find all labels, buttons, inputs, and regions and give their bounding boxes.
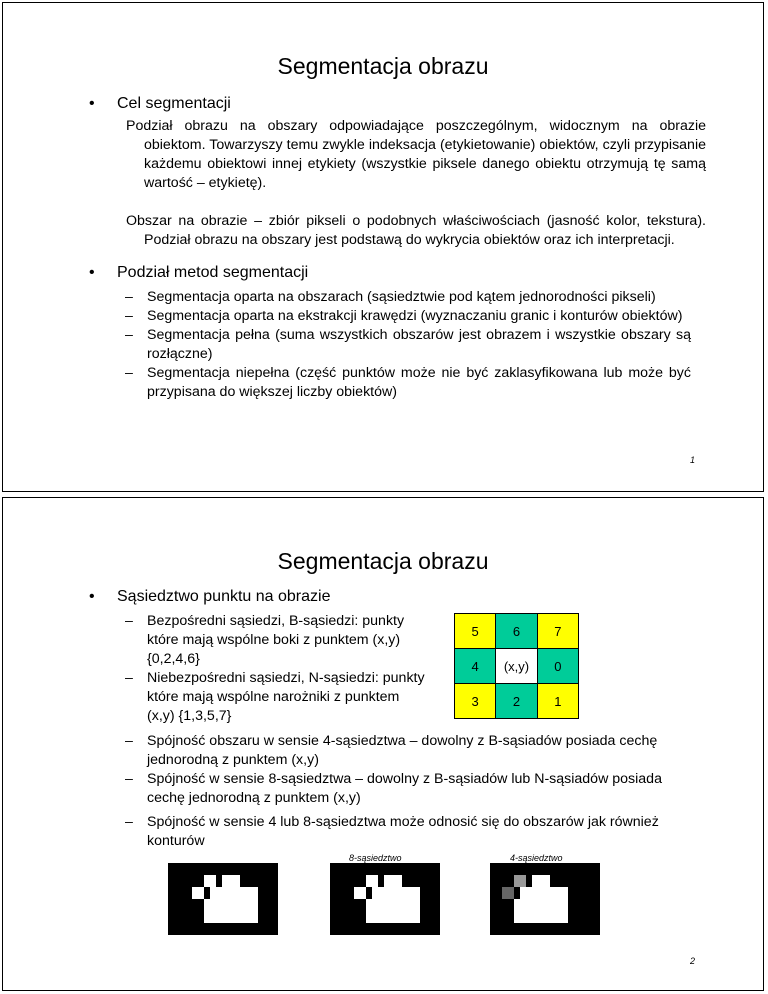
heading-neighborhood: Sąsiedztwo punktu na obrazie [117, 588, 331, 605]
grid-cell: 3 [455, 684, 496, 719]
grid-cell: 4 [455, 649, 496, 684]
caption-4-neighborhood: 4-sąsiedztwo [510, 853, 563, 863]
slide-1 [2, 2, 764, 492]
grid-cell: 5 [455, 614, 496, 649]
slide-title: Segmentacja obrazu [277, 53, 489, 79]
grid-cell: 2 [496, 684, 538, 719]
list-item: – Segmentacja pełna (suma wszystkich obszarów jest obrazem i wszystkie obszary są rozłączne) [125, 326, 691, 364]
grid-cell: 1 [537, 684, 578, 719]
list-item: – Segmentacja niepełna (część punktów może nie być zaklasyfikowana lub może być przypisana do większej liczby obiektów) [125, 364, 691, 402]
neighbor-grid [454, 613, 579, 719]
slide-2 [2, 497, 764, 991]
list-item: – Segmentacja oparta na obszarach (sąsiedztwie pod kątem jednorodności pikseli) [125, 288, 691, 307]
page-number: 1 [689, 455, 695, 465]
bullet-dot: • [89, 95, 95, 112]
bullet-dot: • [89, 264, 95, 281]
paragraph-region: Obszar na obrazie – zbiór pikseli o podobnych właściwościach (jasność kolor, tekstura). Podział obrazu na obszary jest podstawą do wykrycia obiektów oraz ich interpretacji. [126, 213, 706, 248]
grid-cell: 0 [537, 649, 578, 684]
methods-list [125, 288, 691, 402]
grid-cell: 7 [537, 614, 578, 649]
list-item: – Segmentacja oparta na ekstrakcji krawędzi (wyznaczaniu granic i konturów obiektów) [125, 307, 691, 326]
neighbors-list [125, 612, 425, 726]
list-item: – Spójność obszaru w sensie 4-sąsiedztwa – dowolny z B-sąsiadów posiada cechę jednorodną z punktem (x,y) [125, 732, 691, 770]
grid-cell-center: (x,y) [496, 649, 538, 684]
heading-goal: Cel segmentacji [117, 95, 231, 112]
binary-image-original [168, 863, 278, 935]
paragraph-goal: Podział obrazu na obszary odpowiadające poszczególnym, widocznym na obrazie obiektom. Towarzyszy temu zwykle indeksacja (etykietowanie) obiektów, czyli przypisanie każdemu obiektowi innej etykiety (wszystkie piksele danego obiektu otrzymują tę samą wartość – etykietę). [126, 118, 706, 191]
caption-8-neighborhood: 8-sąsiedztwo [349, 853, 402, 863]
contour-list [125, 813, 691, 851]
list-item: – Spójność w sensie 4 lub 8-sąsiedztwa może odnosić się do obszarów jak również konturów [125, 813, 691, 851]
list-item: – Bezpośredni sąsiedzi, B-sąsiedzi: punkty które mają wspólne boki z punktem (x,y) {0,2,4,6} [125, 612, 425, 669]
heading-methods: Podział metod segmentacji [117, 264, 309, 281]
page-number: 2 [689, 956, 695, 966]
binary-image-8-neighborhood [330, 863, 440, 935]
slide-title: Segmentacja obrazu [277, 548, 489, 574]
list-item: – Spójność w sensie 8-sąsiedztwa – dowolny z B-sąsiadów lub N-sąsiadów posiada cechę jednorodną z punktem (x,y) [125, 770, 691, 808]
grid-cell: 6 [496, 614, 538, 649]
connectivity-list [125, 732, 691, 808]
bullet-dot: • [89, 588, 95, 605]
binary-image-4-neighborhood [490, 863, 600, 935]
list-item: – Niebezpośredni sąsiedzi, N-sąsiedzi: punkty które mają wspólne narożniki z punktem (x,y) {1,3,5,7} [125, 669, 425, 726]
